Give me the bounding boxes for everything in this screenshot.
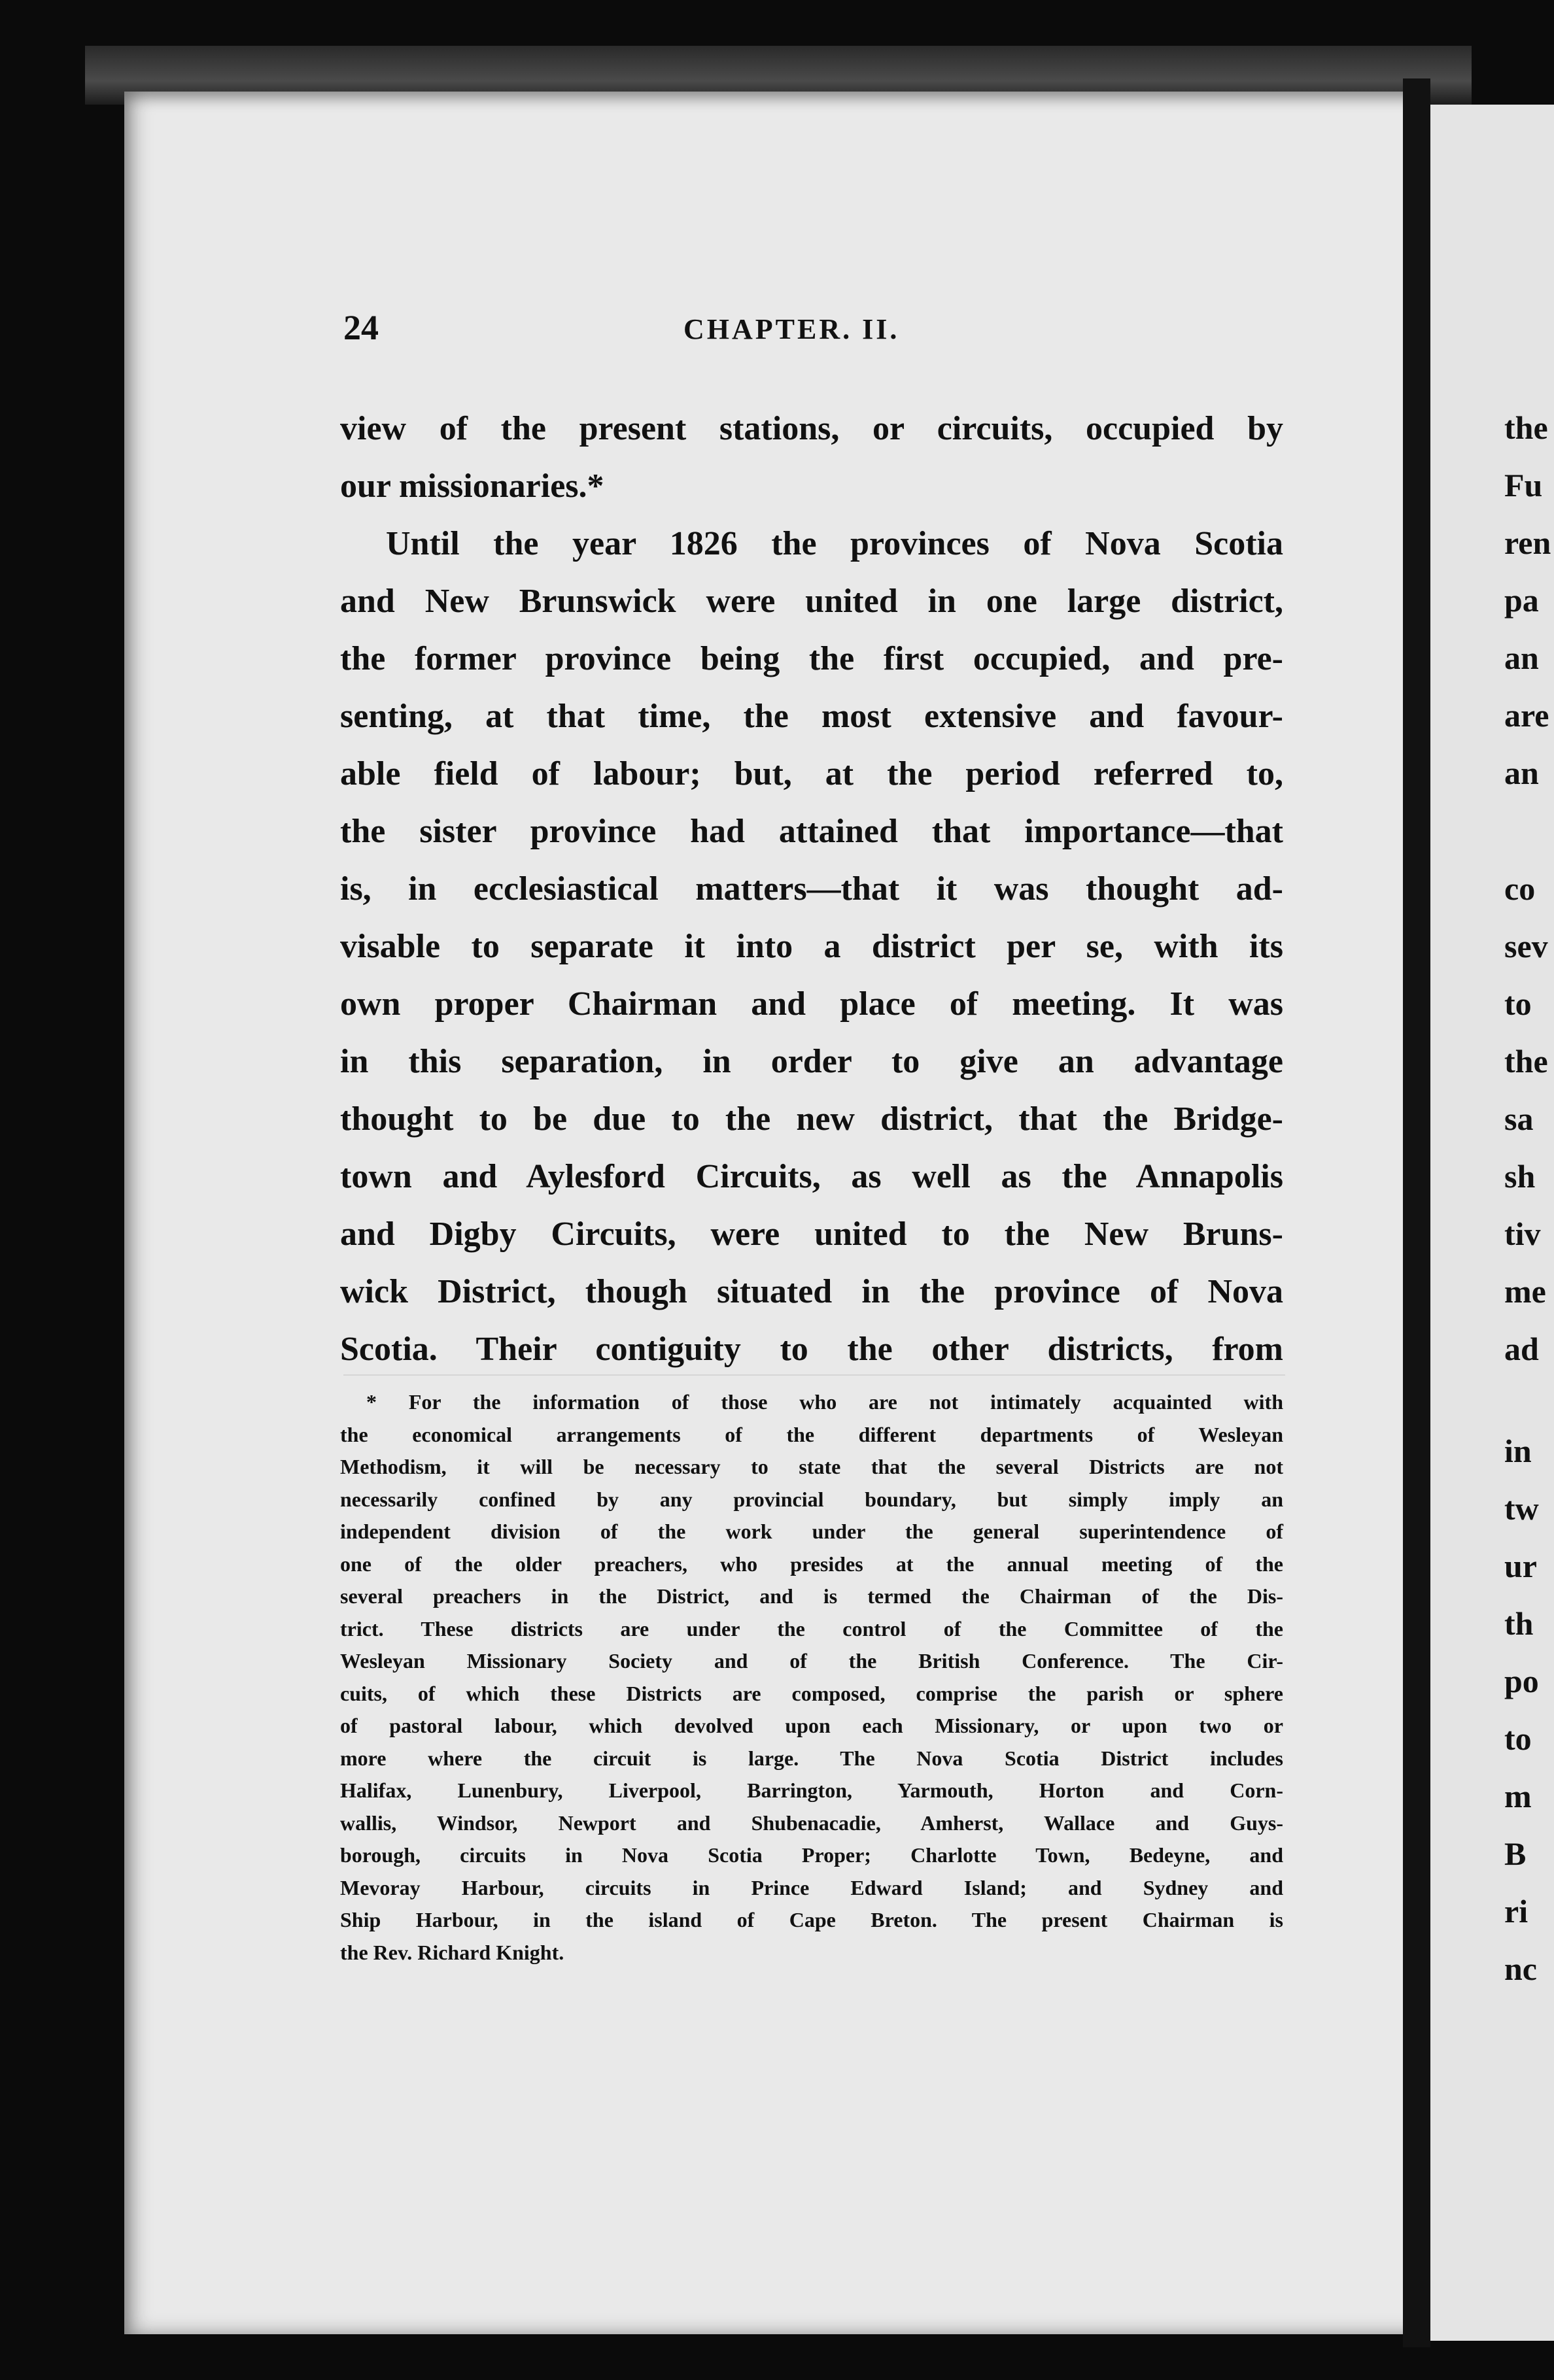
footnote-line: cuits, of which these Districts are composed, comprise the parish or sphere — [340, 1681, 1283, 1705]
right-fragment: in — [1504, 1433, 1532, 1469]
right-fragment: B — [1504, 1835, 1527, 1872]
right-fragment: nc — [1504, 1950, 1537, 1987]
body-line: Until the year 1826 the provinces of Nova Scotia — [386, 525, 1283, 562]
right-fragment: Fu — [1504, 467, 1543, 503]
right-fragment: ri — [1504, 1893, 1528, 1930]
right-fragment: ur — [1504, 1548, 1537, 1584]
right-fragment: the — [1504, 1043, 1548, 1080]
right-fragment: ren — [1504, 524, 1551, 561]
footnote-line: the Rev. Richard Knight. — [340, 1940, 564, 1964]
footnote-line: necessarily confined by any provincial boundary, but simply imply an — [340, 1487, 1283, 1511]
footnote-line: several preachers in the District, and is termed the Chairman of the Dis- — [340, 1584, 1283, 1608]
right-fragment: tiv — [1504, 1216, 1541, 1252]
body-line: is, in ecclesiastical matters—that it was thought ad- — [340, 870, 1283, 908]
right-fragment: ad — [1504, 1331, 1539, 1367]
chapter-title: CHAPTER. II. — [683, 313, 900, 345]
footnote-line: Wesleyan Missionary Society and of the British Conference. The Cir- — [340, 1649, 1283, 1673]
body-line: town and Aylesford Circuits, as well as the Annapolis — [340, 1158, 1283, 1195]
body-text — [340, 400, 1283, 1378]
footnote-line: independent division of the work under the general superintendence of — [340, 1520, 1283, 1543]
right-fragment: tw — [1504, 1490, 1539, 1527]
footnote-line: Halifax, Lunenbury, Liverpool, Barrington, Yarmouth, Horton and Corn- — [340, 1778, 1283, 1802]
right-fragment: co — [1504, 870, 1536, 907]
right-fragment: pa — [1504, 582, 1539, 619]
body-line: and Digby Circuits, were united to the New Bruns- — [340, 1216, 1283, 1253]
right-fragment: to — [1504, 1720, 1532, 1757]
footnote-line: wallis, Windsor, Newport and Shubenacadie, Amherst, Wallace and Guys- — [340, 1810, 1283, 1835]
right-fragment: sa — [1504, 1100, 1534, 1137]
page-number: 24 — [343, 308, 379, 347]
body-line: the former province being the first occupied, and pre- — [340, 640, 1283, 677]
footnote-line: Methodism, it will be necessary to state that the several Districts are not — [340, 1455, 1283, 1478]
right-fragment: an — [1504, 755, 1539, 791]
body-line: in this separation, in order to give an advantage — [340, 1043, 1283, 1080]
body-line: view of the present stations, or circuits, occupied by — [340, 410, 1283, 447]
body-line: senting, at that time, the most extensive and favour- — [340, 698, 1283, 735]
body-line: visable to separate it into a district per se, with its — [340, 928, 1283, 965]
right-fragment: an — [1504, 639, 1539, 676]
body-line: our missionaries.* — [340, 468, 604, 505]
body-line: and New Brunswick were united in one large district, — [340, 583, 1283, 620]
running-head — [343, 307, 1285, 353]
footnote-line: one of the older preachers, who presides at the annual meeting of the — [340, 1552, 1283, 1576]
footnote-line: more where the circuit is large. The Nova Scotia District includes — [340, 1746, 1283, 1770]
footnote-line: trict. These districts are under the control of the Committee of the — [340, 1616, 1283, 1640]
footnote-line: borough, circuits in Nova Scotia Proper; Charlotte Town, Bedeyne, and — [340, 1843, 1283, 1867]
footnote-line: * For the information of those who are not intimately acquainted with — [366, 1390, 1283, 1414]
right-fragment: sev — [1504, 928, 1548, 964]
right-fragment: the — [1504, 409, 1548, 446]
right-fragment: po — [1504, 1663, 1539, 1699]
body-line: own proper Chairman and place of meeting. It was — [340, 985, 1283, 1023]
right-fragment: me — [1504, 1273, 1546, 1310]
footnote-line: Ship Harbour, in the island of Cape Breton. The present Chairman is — [340, 1908, 1283, 1931]
right-fragment: sh — [1504, 1158, 1536, 1195]
body-line: the sister province had attained that importance—that — [340, 813, 1283, 850]
body-line: Scotia. Their contiguity to the other districts, from — [340, 1331, 1283, 1368]
body-line: wick District, though situated in the province of Nova — [340, 1273, 1283, 1310]
body-line: thought to be due to the new district, that the Bridge- — [340, 1100, 1283, 1138]
right-fragment: m — [1504, 1778, 1532, 1814]
footnote-line: the economical arrangements of the different departments of Wesleyan — [340, 1422, 1283, 1446]
footnote-line: Mevoray Harbour, circuits in Prince Edward Island; and Sydney and — [340, 1875, 1283, 1899]
right-fragment: are — [1504, 697, 1549, 734]
footnote-line: of pastoral labour, which devolved upon each Missionary, or upon two or — [340, 1714, 1283, 1737]
right-fragment: th — [1504, 1605, 1534, 1642]
book-gutter — [1403, 78, 1430, 2347]
right-fragment: to — [1504, 985, 1532, 1022]
footnote-divider — [343, 1374, 1285, 1376]
footnote — [340, 1386, 1283, 1969]
body-line: able field of labour; but, at the period referred to, — [340, 755, 1283, 792]
